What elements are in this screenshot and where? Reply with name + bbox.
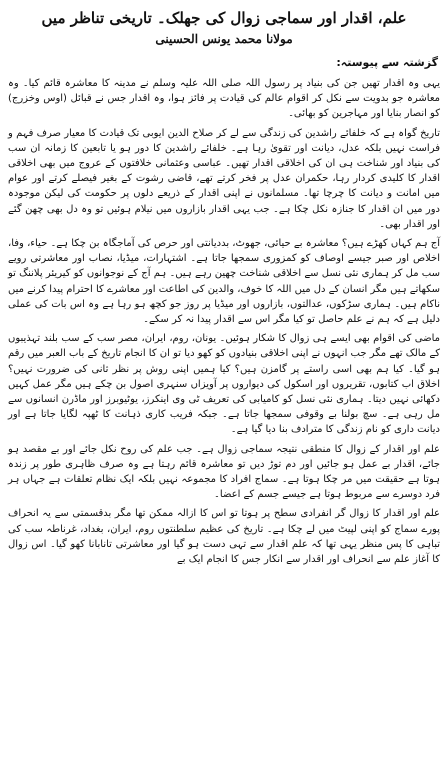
article-body <box>8 76 440 567</box>
paragraph: آج ہم کہاں کھڑے ہیں؟ معاشرہ بے حیائی، جھوٹ، بددیانتی اور حرص کی آماجگاہ بن چکا ہے۔ حیاء، وفا، اخلاص اور صبر جیسے اوصاف کو کمزوری سمجھا جاتا ہے۔ اشتہارات، میڈیا، نصاب اور معاشرتی رویے سب مل کر ہماری نئی نسل سے اخلاقی شناخت چھین رہے ہیں۔ ہم آج کے نوجوانوں کو کیریئر پلاننگ تو سکھاتے ہیں مگر انسان کے دل میں اللہ کا خوف، والدین کی اطاعت اور معاشرے کا احترام پیدا کرنے میں ناکام ہیں۔ ہماری سڑکوں، عدالتوں، بازاروں اور میڈیا پر روز جو کچھ ہو رہا ہے وہ اس بات کی عملی دلیل ہے کہ ہم نے علم حاصل تو کیا مگر اس سے اقدار پیدا نہ کر سکے۔ <box>8 238 440 326</box>
article-author: مولانا محمد یونس الحسینی <box>155 32 293 46</box>
paragraph: یہی وہ اقدار تھیں جن کی بنیاد پر رسول اللہ صلی اللہ علیہ وسلم نے مدینہ کا معاشرہ قائم کیا۔ وہ معاشرہ جو بدویت سے نکل کر اقوام عالم کی قیادت پر فائز ہوا، وہ اقدار جس نے قبائل (اوس وخزرج) کو انصار بنایا اور مہاجرین کو بھائی۔ <box>8 78 440 120</box>
paragraph: ماضی کی اقوام بھی ایسے ہی زوال کا شکار ہوئیں۔ یونان، روم، ایران، مصر سب کے سب بلند تہذیبوں کے مالک تھے مگر جب انہوں نے اپنی اخلاقی بنیادوں کو کھو دیا تو ان کا انجام تاریخ کے باب العبر میں رقم ہو گیا۔ کیا ہم بھی اسی راستے پر گامزن ہیں؟ کیا ہمیں اپنی روش پر نظر ثانی کی ضرورت نہیں؟ اخلاق اب کتابوں، تقریروں اور اسکول کی دیواروں پر آویزاں سنہری اصول بن چکے ہیں مگر عمل کہیں دکھائی نہیں دیتا۔ ہماری نئی نسل کو کامیابی کی تعریف ٹی وی اینکرز، یوٹیوبرز اور ماڈرن انسانوں سے مل رہی ہے۔ سچ بولنا بے وقوفی سمجھا جاتا ہے۔ جبکہ فریب کاری ذہانت کا ٹھپہ لگایا جاتا ہے اور دیانت داری کو نام زندگی کا مترادف بنا دیا گیا ہے۔ <box>8 333 440 436</box>
continuation-note: گزشتہ سے پیوستہ: <box>336 56 438 69</box>
paragraph: علم اور اقدار کا زوال گر انفرادی سطح پر ہوتا تو اس کا ازالہ ممکن تھا مگر بدقسمتی سے یہ انحراف پورے سماج کو اپنی لپیٹ میں لے چکا ہے۔ تاریخ کی عظیم سلطنتوں روم، ایران، بغداد، غرناطہ سب کی تباہی کا پس منظر یہی تھا کہ علم اقدار سے تہی دست ہو گیا اور معاشرتی تانابانا کھو گیا۔ اس زوال کا آغاز علم سے انحراف اور اقدار سے انکار جس کا انجام ایک بے <box>8 508 440 566</box>
paragraph: علم اور اقدار کے زوال کا منطقی نتیجہ سماجی زوال ہے۔ جب علم کی روح نکل جائے اور بے مقصد ہو جائے، اقدار بے عمل ہو جائیں اور دم توڑ دیں تو معاشرہ قائم رہتا ہے وہ صرف ظاہری طور پر زندہ ہوتا ہے حقیقت میں مر چکا ہوتا ہے۔ سماج افراد کا مجموعہ نہیں بلکہ ایک نظام تعلقات ہے جہاں ہر فرد دوسرے سے مربوط ہوتا ہے جیسے جسم کے اعضا۔ <box>8 443 440 501</box>
article-title: علم، اقدار اور سماجی زوال کی جھلک۔ تاریخی تناظر میں <box>41 9 407 27</box>
paragraph: تاریخ گواہ ہے کہ خلفائے راشدین کی زندگی سے لے کر صلاح الدین ایوبی تک قیادت کا معیار صرف فہم و فراست نہیں بلکہ عدل، دیانت اور تقویٰ رہا ہے۔ خلفائے راشدین کا دور ہو یا تابعین کا زمانہ ان سب کی بنیاد اور شناخت ہی ان کی اخلاقی اقدار تھیں۔ عباسی وعثمانی خلافتوں کے عروج میں بھی اخلاقی اقدار کا کلیدی کردار رہا، حکمران عدل پر فخر کرتے تھے، قاضی رشوت کے بغیر فیصلے کرتے اور عوام میں امانت و دیانت کا چرچا تھا۔ مسلمانوں نے اپنی اقدار کے ذریعے دلوں پر حکومت کی لیکن موجودہ دور میں ان اقدار کا جنازہ نکل چکا ہے۔ جب یہی اقدار بازاروں میں نیلام ہوئیں تو وہ دل بھی چھن گئے اور اقدار بھی۔ <box>8 127 440 230</box>
